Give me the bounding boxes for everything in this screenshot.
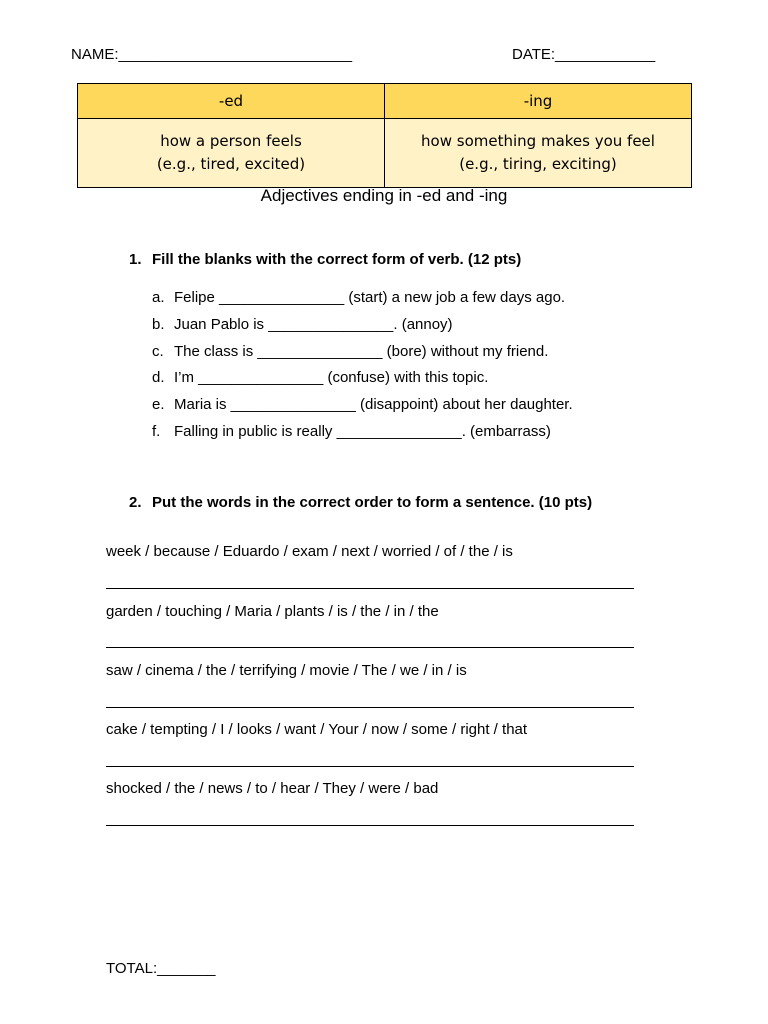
answer-line[interactable] xyxy=(106,825,634,826)
ing-column-heading: -ing xyxy=(385,84,692,119)
item-letter: a. xyxy=(152,289,165,306)
scrambled-words: cake / tempting / I / looks / want / Your / now / some / right / that xyxy=(106,721,528,738)
answer-line[interactable] xyxy=(106,707,634,708)
scrambled-words: shocked / the / news / to / hear / They / were / bad xyxy=(106,780,439,797)
item-letter: b. xyxy=(152,316,165,333)
item-letter: d. xyxy=(152,369,165,386)
fill-blank-item: Juan Pablo is _______________. (annoy) xyxy=(174,316,453,333)
answer-line[interactable] xyxy=(106,766,634,767)
section2-number: 2. xyxy=(129,494,142,511)
answer-line[interactable] xyxy=(106,647,634,648)
ed-column-description xyxy=(78,119,385,188)
date-field-label: DATE:____________ xyxy=(512,46,656,63)
fill-blank-item: The class is _______________ (bore) without my friend. xyxy=(174,343,549,360)
ing-example-line: (e.g., tiring, exciting) xyxy=(459,155,617,173)
ing-description-line: how something makes you feel xyxy=(421,132,655,150)
reference-table-body-row xyxy=(78,119,692,188)
section1-heading: Fill the blanks with the correct form of verb. (12 pts) xyxy=(152,251,522,268)
scrambled-words: garden / touching / Maria / plants / is / the / in / the xyxy=(106,603,439,620)
fill-blank-item: Felipe _______________ (start) a new job a few days ago. xyxy=(174,289,566,306)
scrambled-words: saw / cinema / the / terrifying / movie / The / we / in / is xyxy=(106,662,467,679)
ed-example-line: (e.g., tired, excited) xyxy=(156,155,306,173)
reference-table xyxy=(77,83,692,188)
answer-line[interactable] xyxy=(106,588,634,589)
ed-column-heading: -ed xyxy=(78,84,385,119)
ing-column-description xyxy=(385,119,692,188)
name-field-label: NAME:____________________________ xyxy=(71,46,353,63)
fill-blank-item: Falling in public is really _______________. (embarrass) xyxy=(174,423,551,440)
worksheet-title: Adjectives ending in -ed and -ing xyxy=(260,186,508,205)
total-score-label: TOTAL:_______ xyxy=(106,960,216,977)
fill-blank-item: I’m _______________ (confuse) with this topic. xyxy=(174,369,489,386)
section2-heading: Put the words in the correct order to form a sentence. (10 pts) xyxy=(152,494,593,511)
reference-table-header-row xyxy=(78,84,692,119)
item-letter: f. xyxy=(152,423,161,440)
fill-blank-item: Maria is _______________ (disappoint) about her daughter. xyxy=(174,396,573,413)
section1-number: 1. xyxy=(129,251,142,268)
item-letter: c. xyxy=(152,343,164,360)
item-letter: e. xyxy=(152,396,165,413)
ed-description-line: how a person feels xyxy=(160,132,302,150)
scrambled-words: week / because / Eduardo / exam / next / worried / of / the / is xyxy=(106,543,513,560)
